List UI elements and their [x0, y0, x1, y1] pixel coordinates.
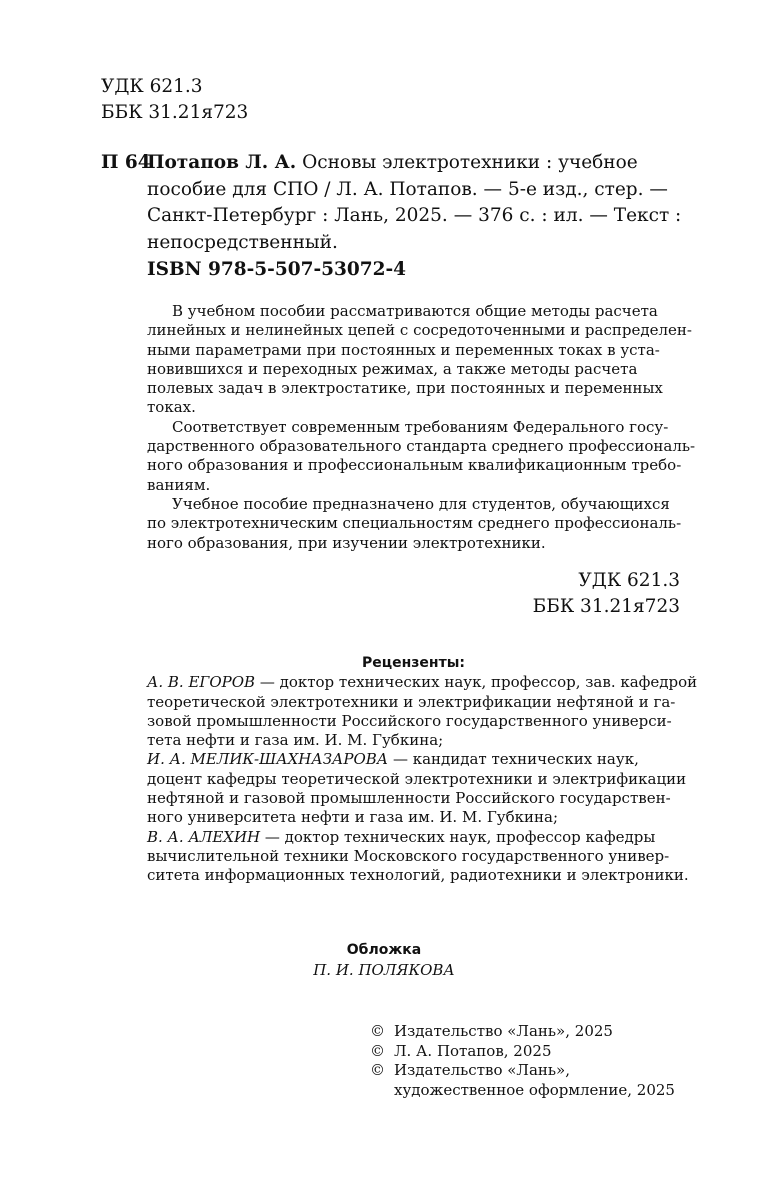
udk-code: УДК 621.3: [578, 570, 680, 591]
abstract-line: В учебном пособии рассматриваются общие методы расчета: [172, 302, 658, 320]
copyright-icon: ©: [370, 1061, 385, 1079]
abstract: [147, 302, 696, 553]
cover-header: Обложка: [346, 942, 422, 958]
reviewer-desc: — доктор технических наук, профессор кафедры: [260, 827, 656, 846]
copyright-icon: ©: [370, 1022, 385, 1040]
abstract-line: токах.: [147, 398, 196, 417]
abstract-line: Соответствует современным требованиям Федерального госу-: [172, 417, 669, 436]
udk-code: УДК 621.3: [101, 76, 203, 97]
reviewer-name: И. А. МЕЛИК-ШАХНАЗАРОВА: [147, 750, 389, 769]
book-title: Основы электротехники : учебное: [302, 152, 638, 173]
abstract-line: ного образования и профессиональным квалификационным требо-: [147, 456, 682, 475]
reviewer-line: тета нефти и газа им. И. М. Губкина;: [147, 731, 444, 750]
reviewer-desc: — доктор технических наук, профессор, зав. кафедрой: [255, 673, 698, 692]
copyright-line: [370, 1061, 675, 1081]
reviewer-2: [147, 750, 680, 769]
reviewer-line: теоретической электротехники и электрификации нефтяной и га-: [147, 692, 676, 711]
reviewer-name: А. В. ЕГОРОВ: [147, 673, 256, 692]
reviewers-header: Рецензенты:: [362, 655, 465, 671]
bbk-code: ББК 31.21я723: [101, 102, 249, 123]
isbn: ISBN 978-5-507-53072-4: [147, 259, 407, 280]
reviewer-line: ного университета нефти и газа им. И. М. Губкина;: [147, 808, 559, 827]
copyright-text: Издательство «Лань»,: [394, 1061, 571, 1079]
abstract-line: ного образования, при изучении электротехники.: [147, 533, 546, 552]
catalog-line-4: непосредственный.: [147, 231, 338, 253]
abstract-line: ными параметрами при постоянных и переменных токах в уста-: [147, 340, 660, 359]
reviewer-line: доцент кафедры теоретической электротехники и электрификации: [147, 769, 687, 788]
abstract-line: полевых задач в электростатике, при постоянных и переменных: [147, 379, 663, 398]
abstract-line: новившихся и переходных режимах, а также методы расчета: [147, 359, 638, 378]
catalog-line-1: [147, 150, 686, 177]
classification-codes-top: [101, 74, 248, 126]
copyright-line: [370, 1022, 675, 1042]
bibliographic-description: [147, 150, 686, 256]
abstract-line: линейных и нелинейных цепей с сосредоточенными и распределен-: [147, 321, 692, 340]
author-name: Потапов Л. А.: [147, 152, 297, 173]
catalog-line-2: пособие для СПО / Л. А. Потапов. — 5-е изд., стер. —: [147, 178, 668, 200]
reviewers: [147, 654, 698, 886]
catalog-line-3: Санкт-Петербург : Лань, 2025. — 376 с. : ил. — Текст :: [147, 205, 682, 226]
bbk-code: ББК 31.21я723: [532, 596, 680, 617]
abstract-line: ваниям.: [147, 475, 211, 494]
author-mark: П 64: [101, 152, 151, 173]
reviewer-3: [147, 828, 680, 847]
classification-codes-right: [533, 568, 680, 620]
copyright-icon: ©: [370, 1041, 385, 1060]
reviewer-name: В. А. АЛЕХИН: [147, 827, 261, 846]
copyright-block: [370, 1022, 675, 1100]
cover-designer: П. И. ПОЛЯКОВА: [313, 961, 455, 979]
copyright-continuation: художественное оформление, 2025: [394, 1080, 675, 1099]
abstract-line: Учебное пособие предназначено для студентов, обучающихся: [172, 494, 670, 513]
abstract-line: дарственного образовательного стандарта среднего профессиональ-: [147, 437, 696, 456]
reviewer-desc: — кандидат технических наук,: [388, 750, 639, 769]
cover-credit: [0, 940, 768, 980]
reviewer-line: нефтяной и газовой промышленности Российского государствен-: [147, 789, 671, 808]
reviewer-line: ситета информационных технологий, радиотехники и электроники.: [147, 866, 689, 885]
copyright-text: Л. А. Потапов, 2025: [394, 1041, 552, 1060]
reviewer-line: зовой промышленности Российского государственного универси-: [147, 711, 672, 730]
catalog-record: [101, 150, 686, 256]
copyright-text: Издательство «Лань», 2025: [394, 1022, 613, 1040]
copyright-line: [370, 1042, 675, 1062]
abstract-line: по электротехническим специальностям среднего профессиональ-: [147, 514, 682, 533]
reviewer-line: вычислительной техники Московского государственного универ-: [147, 846, 670, 865]
reviewer-1: [147, 673, 698, 692]
